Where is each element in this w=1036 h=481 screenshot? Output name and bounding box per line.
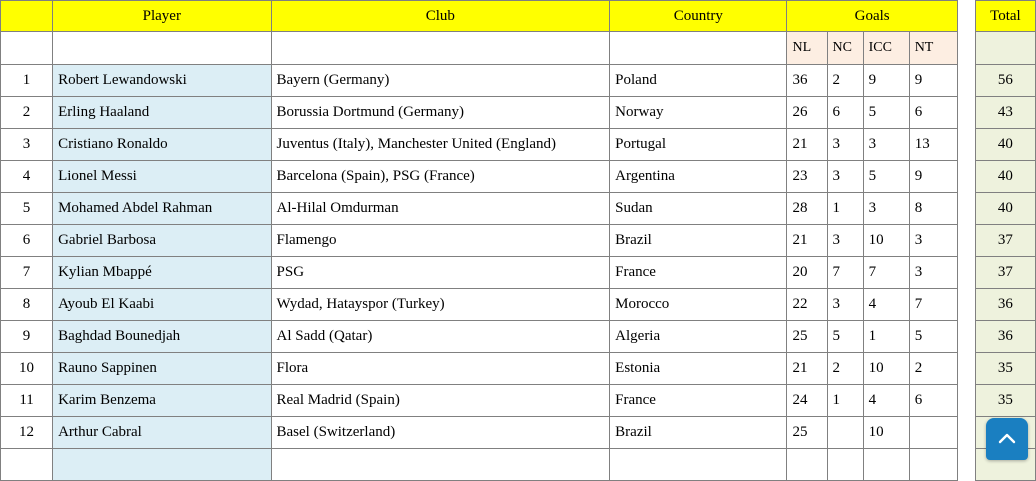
chevron-up-icon	[996, 428, 1018, 450]
cell-nc: 7	[827, 257, 863, 289]
cell-nc: 3	[827, 161, 863, 193]
cell-country: Sudan	[610, 193, 787, 225]
table-body	[1, 65, 1036, 481]
scroll-to-top-button[interactable]	[986, 418, 1028, 460]
cell-player: Karim Benzema	[53, 385, 271, 417]
cell-rank	[1, 449, 53, 481]
cell-player: Erling Haaland	[53, 97, 271, 129]
cell-rank: 4	[1, 161, 53, 193]
table-row	[1, 417, 1036, 449]
cell-nt: 9	[909, 65, 957, 97]
cell-nt: 3	[909, 257, 957, 289]
cell-icc: 3	[863, 193, 909, 225]
cell-country: Portugal	[610, 129, 787, 161]
table-row	[1, 129, 1036, 161]
cell-total: 40	[975, 129, 1035, 161]
cell-nc: 2	[827, 65, 863, 97]
cell-gap	[957, 353, 975, 385]
table-row	[1, 257, 1036, 289]
cell-country: Poland	[610, 65, 787, 97]
cell-icc: 10	[863, 353, 909, 385]
cell-club: Basel (Switzerland)	[271, 417, 610, 449]
table-row	[1, 225, 1036, 257]
cell-gap	[957, 385, 975, 417]
cell-rank: 6	[1, 225, 53, 257]
subheader-nl: NL	[787, 32, 827, 65]
cell-nl: 20	[787, 257, 827, 289]
subheader-total	[975, 32, 1035, 65]
cell-club: Borussia Dortmund (Germany)	[271, 97, 610, 129]
cell-icc: 5	[863, 161, 909, 193]
cell-nt: 6	[909, 97, 957, 129]
subheader-icc: ICC	[863, 32, 909, 65]
cell-gap	[957, 193, 975, 225]
cell-total: 35	[975, 353, 1035, 385]
cell-rank: 9	[1, 321, 53, 353]
cell-country: Brazil	[610, 225, 787, 257]
cell-country: Morocco	[610, 289, 787, 321]
cell-total: 35	[975, 385, 1035, 417]
cell-nc: 5	[827, 321, 863, 353]
cell-gap	[957, 449, 975, 481]
cell-nc: 1	[827, 385, 863, 417]
cell-nl	[787, 449, 827, 481]
cell-country: Algeria	[610, 321, 787, 353]
subheader-club	[271, 32, 610, 65]
cell-club	[271, 449, 610, 481]
cell-club: Real Madrid (Spain)	[271, 385, 610, 417]
cell-total: 36	[975, 321, 1035, 353]
table-row	[1, 385, 1036, 417]
cell-nt: 2	[909, 353, 957, 385]
cell-nc	[827, 417, 863, 449]
table-row	[1, 289, 1036, 321]
cell-gap	[957, 225, 975, 257]
cell-total: 37	[975, 225, 1035, 257]
cell-player: Mohamed Abdel Rahman	[53, 193, 271, 225]
cell-gap	[957, 97, 975, 129]
header-gap	[957, 1, 975, 32]
cell-nl: 21	[787, 353, 827, 385]
cell-country: France	[610, 257, 787, 289]
cell-club: Barcelona (Spain), PSG (France)	[271, 161, 610, 193]
cell-club: PSG	[271, 257, 610, 289]
cell-rank: 11	[1, 385, 53, 417]
table-row	[1, 353, 1036, 385]
cell-nt	[909, 449, 957, 481]
cell-country: Brazil	[610, 417, 787, 449]
cell-nt: 9	[909, 161, 957, 193]
cell-club: Al Sadd (Qatar)	[271, 321, 610, 353]
subheader-rank	[1, 32, 53, 65]
subheader-gap	[957, 32, 975, 65]
cell-country	[610, 449, 787, 481]
cell-nl: 25	[787, 321, 827, 353]
cell-nl: 22	[787, 289, 827, 321]
cell-country: France	[610, 385, 787, 417]
cell-player: Arthur Cabral	[53, 417, 271, 449]
cell-gap	[957, 65, 975, 97]
cell-nc: 1	[827, 193, 863, 225]
cell-club: Flora	[271, 353, 610, 385]
cell-icc: 10	[863, 225, 909, 257]
cell-icc: 5	[863, 97, 909, 129]
cell-nl: 21	[787, 129, 827, 161]
cell-nt	[909, 417, 957, 449]
cell-nc: 3	[827, 129, 863, 161]
cell-player: Baghdad Bounedjah	[53, 321, 271, 353]
cell-player: Rauno Sappinen	[53, 353, 271, 385]
cell-nc: 6	[827, 97, 863, 129]
cell-club: Bayern (Germany)	[271, 65, 610, 97]
cell-nc	[827, 449, 863, 481]
header-goals: Goals	[787, 1, 957, 32]
cell-icc: 4	[863, 385, 909, 417]
cell-nl: 21	[787, 225, 827, 257]
cell-nl: 26	[787, 97, 827, 129]
subheader-player	[53, 32, 271, 65]
cell-icc: 4	[863, 289, 909, 321]
table-row	[1, 321, 1036, 353]
cell-total: 37	[975, 257, 1035, 289]
cell-rank: 8	[1, 289, 53, 321]
cell-country: Norway	[610, 97, 787, 129]
cell-nc: 2	[827, 353, 863, 385]
table-row	[1, 65, 1036, 97]
header-country: Country	[610, 1, 787, 32]
cell-icc: 9	[863, 65, 909, 97]
cell-gap	[957, 161, 975, 193]
cell-gap	[957, 129, 975, 161]
cell-nt: 13	[909, 129, 957, 161]
cell-club: Juventus (Italy), Manchester United (England)	[271, 129, 610, 161]
cell-nt: 8	[909, 193, 957, 225]
cell-nc: 3	[827, 289, 863, 321]
cell-rank: 10	[1, 353, 53, 385]
cell-nl: 25	[787, 417, 827, 449]
cell-gap	[957, 257, 975, 289]
cell-total: 56	[975, 65, 1035, 97]
cell-icc: 3	[863, 129, 909, 161]
header-rank	[1, 1, 53, 32]
cell-player: Robert Lewandowski	[53, 65, 271, 97]
subheader-country	[610, 32, 787, 65]
cell-rank: 2	[1, 97, 53, 129]
cell-rank: 12	[1, 417, 53, 449]
table-subheader-row	[1, 32, 1036, 65]
subheader-nc: NC	[827, 32, 863, 65]
cell-rank: 1	[1, 65, 53, 97]
cell-rank: 3	[1, 129, 53, 161]
cell-club: Al-Hilal Omdurman	[271, 193, 610, 225]
header-player: Player	[53, 1, 271, 32]
table-row	[1, 97, 1036, 129]
cell-icc: 7	[863, 257, 909, 289]
cell-icc: 10	[863, 417, 909, 449]
cell-player: Kylian Mbappé	[53, 257, 271, 289]
cell-player: Gabriel Barbosa	[53, 225, 271, 257]
cell-total: 43	[975, 97, 1035, 129]
cell-player: Ayoub El Kaabi	[53, 289, 271, 321]
cell-total: 40	[975, 161, 1035, 193]
cell-nl: 28	[787, 193, 827, 225]
cell-nl: 23	[787, 161, 827, 193]
table-row	[1, 193, 1036, 225]
cell-total: 36	[975, 289, 1035, 321]
table-row	[1, 449, 1036, 481]
cell-gap	[957, 289, 975, 321]
cell-player: Lionel Messi	[53, 161, 271, 193]
header-club: Club	[271, 1, 610, 32]
table-row	[1, 161, 1036, 193]
cell-nc: 3	[827, 225, 863, 257]
cell-nl: 36	[787, 65, 827, 97]
table-header-row	[1, 1, 1036, 32]
cell-nt: 6	[909, 385, 957, 417]
cell-icc: 1	[863, 321, 909, 353]
cell-nt: 3	[909, 225, 957, 257]
cell-gap	[957, 417, 975, 449]
header-total: Total	[975, 1, 1035, 32]
cell-club: Flamengo	[271, 225, 610, 257]
cell-nt: 7	[909, 289, 957, 321]
cell-rank: 7	[1, 257, 53, 289]
cell-country: Argentina	[610, 161, 787, 193]
cell-rank: 5	[1, 193, 53, 225]
cell-nl: 24	[787, 385, 827, 417]
cell-country: Estonia	[610, 353, 787, 385]
cell-icc	[863, 449, 909, 481]
cell-gap	[957, 321, 975, 353]
cell-nt: 5	[909, 321, 957, 353]
cell-player	[53, 449, 271, 481]
subheader-nt: NT	[909, 32, 957, 65]
cell-club: Wydad, Hatayspor (Turkey)	[271, 289, 610, 321]
cell-total: 40	[975, 193, 1035, 225]
cell-player: Cristiano Ronaldo	[53, 129, 271, 161]
